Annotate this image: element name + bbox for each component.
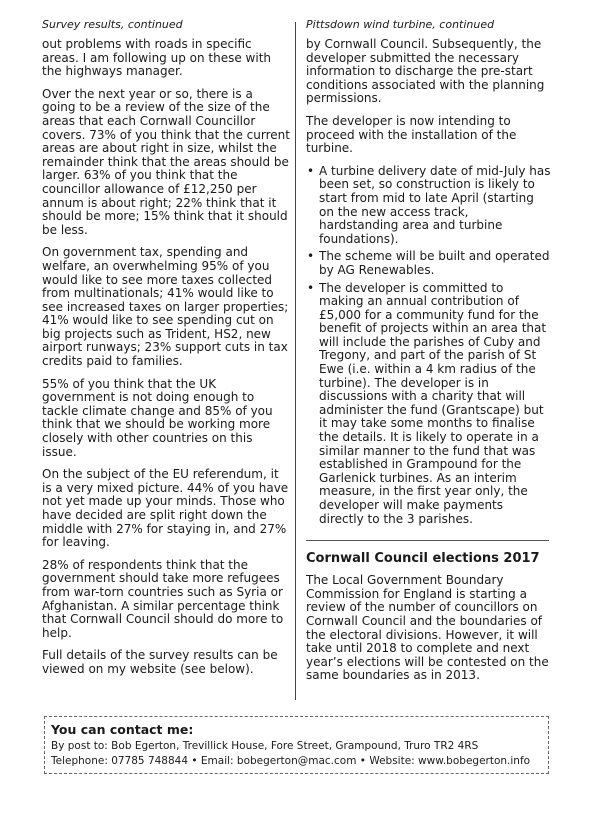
bullet-item: • The scheme will be built and operated by AG Renewables. [319,250,551,277]
section-heading: Cornwall Council elections 2017 [306,551,540,567]
contact-title: You can contact me: [51,722,194,737]
right-column [306,18,551,692]
left-running-head: Survey results, continued [42,18,183,31]
bullet-item: • The developer is committed to making an annual contribution of £5,000 for a community fund for the benefit of projects within an area that will include the parishes of Cuby and Tregony, and part of the parish of St Ewe (i.e. within a 4 km radius of the turbine). The developer is in discussions with a charity that will administer the fund (Grantscape) but it may take some months to finalise the details. It is likely to operate in a similar manner to the fund that was established in Grampound for the Garlenick turbines. As an interim measure, in the first year only, the developer will make payments directly to the 3 parishes. [319,282,551,527]
left-paragraph: out problems with roads in specific areas. I am following up on these with the highways manager. [42,37,272,79]
column-divider [295,22,296,700]
left-paragraph: 55% of you think that the UK government is not doing enough to tackle climate change and 85% of you think that we should be working more closely with other countries on this issue. [42,376,273,459]
right-paragraph: by Cornwall Council. Subsequently, the developer submitted the necessary information to discharge the pre-start conditions associated with the planning permissions. [306,37,545,106]
left-paragraph: Full details of the survey results can be viewed on my website (see below). [42,648,278,676]
right-running-head: Pittsdown wind turbine, continued [306,18,495,31]
turbine-bullet-list [306,165,551,526]
contact-details: Telephone: 07785 748844 • Email: bobegerton@mac.com • Website: www.bobegerton.info [51,755,531,767]
left-paragraph: Over the next year or so, there is a going to be a review of the size of the areas that each Cornwall Councillor covers. 73% of you think that the current areas are about right in size, whilst the remainder think that the areas should be larger. 63% of you think that the councillor allowance of £12,250 per annum is about right; 22% think that it should be more; 15% think that it should be less. [42,86,290,237]
right-paragraph: The developer is now intending to proceed with the installation of the turbine. [306,113,517,156]
bullet-item: • A turbine delivery date of mid-July has been set, so construction is likely to start from mid to late April (starting on the new access track, hardstanding area and turbine foundations). [319,165,551,247]
contact-post: By post to: Bob Egerton, Trevillick House, Fore Street, Grampound, Truro TR2 4RS [51,740,479,752]
section-paragraph: The Local Government Boundary Commission for England is starting a review of the number of councillors on Cornwall Council and the boundaries of the electoral divisions. However, it will take until 2018 to complete and next year’s elections will be contested on the same boundaries as in 2013. [306,573,549,683]
left-paragraph: 28% of respondents think that the government should take more refugees from war-torn countries such as Syria or Afghanistan. A similar percentage think that Cornwall Council should do more to help. [42,557,284,640]
left-column [42,18,290,686]
left-paragraph: On government tax, spending and welfare, an overwhelming 95% of you would like to see more taxes collected from multinationals; 41% would like to see increased taxes on larger properties; 41% would like to see spending cut on big projects such as Trident, HS2, new airport runways; 23% support cuts in tax credits paid to families. [42,245,289,369]
section-rule [306,540,549,541]
left-paragraph: On the subject of the EU referendum, it is a very mixed picture. 44% of you have not yet made up your minds. Those who have decided are split right down the middle with 27% for staying in, and 27% for leaving. [42,467,289,550]
contact-box [44,716,549,774]
